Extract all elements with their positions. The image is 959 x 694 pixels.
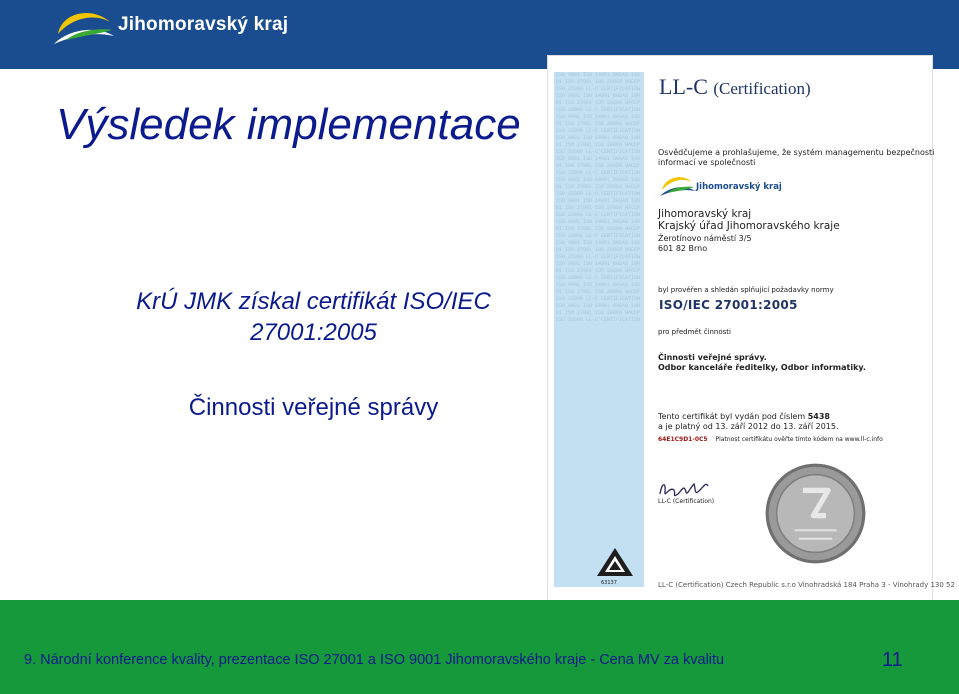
org-line-3: Žerotínovo náměstí 3/5 (658, 234, 752, 243)
signature-label: LL-C (Certification) (658, 498, 715, 505)
certificate-brand (659, 74, 811, 100)
subtitle-line-2: 27001:2005 (250, 319, 377, 346)
org-line-4: 601 82 Brno (658, 244, 708, 253)
certificate-verified-text: byl prověřen a shledán splňující požadavky normy (658, 286, 834, 294)
embossed-seal-icon (763, 461, 868, 566)
certificate-standard: ISO/IEC 27001:2005 (659, 298, 798, 312)
footer-bar (0, 600, 959, 694)
certificate-scope-line-2: Odbor kanceláře ředitelky, Odbor informatiky. (658, 363, 866, 372)
certificate-issued-line-1: Tento certifikát byl vydán pod číslem 5438 (658, 412, 830, 421)
certificate-brand-sub: (Certification) (713, 79, 811, 98)
certificate-code: 64E1C9D1-0C5 (658, 436, 708, 443)
page-number: 11 (882, 649, 903, 671)
certificate-validity-row (658, 435, 883, 445)
header-logo-text: Jihomoravský kraj (118, 14, 289, 35)
certificate-intro (658, 148, 934, 168)
slide-title: Výsledek implementace (56, 100, 521, 149)
org-line-2: Krajský úřad Jihomoravského kraje (658, 220, 840, 232)
certificate-logo-text: Jihomoravský kraj (696, 182, 782, 192)
certificate-address (658, 234, 752, 254)
certificate-intro-line-1: Osvědčujeme a prohlašujeme, že systém managementu bezpečnosti (658, 148, 935, 157)
certificate-scope-label: pro předmět činnosti (658, 328, 731, 336)
certificate-organization (658, 208, 840, 232)
certificate-security-strip (554, 72, 644, 587)
certificate-scope-line-1: Činnosti veřejné správy. (658, 353, 767, 362)
accreditation-number: 63137 (601, 580, 617, 586)
certificate-number: 5438 (807, 412, 830, 421)
slide-subtitle (56, 286, 571, 348)
certificate-brand-name: LL-C (659, 74, 708, 99)
slide-scope-text: Činnosti veřejné správy (188, 394, 439, 421)
certificate-image (547, 55, 955, 606)
certificate-footer: LL-C (Certification) Czech Republic s.r.o Vinohradská 184 Praha 3 - Vinohrady 130 52 (658, 581, 955, 589)
subtitle-line-1: KrÚ JMK získal certifikát ISO/IEC (136, 288, 491, 315)
certificate-scope (658, 353, 866, 373)
certificate-intro-line-2: informací ve společnosti (658, 158, 756, 167)
org-line-1: Jihomoravský kraj (658, 208, 752, 220)
certificate-issued-line-2: a je platný od 13. září 2012 do 13. září 2015. (658, 422, 839, 431)
certificate-validity-note: Platnost certifikátu ověřte tímto kódem na www.ll-c.info (715, 436, 883, 443)
security-strip-pattern: ISO 9001 ISO 14001 OHSAS 18001 ISO 27001 ISO 20000 HACCP ISO 22000 LL-C CERTIFICATION ISO 9001 ISO 14001 OHSAS 18001 ISO 27001 ISO 20000 HACCP ISO 22000 LL-C CERTIFICATION ISO 9001 ISO 14001 OHSAS 18001 ISO 27001 ISO 20000 HACCP ISO 22000 LL-C CERTIFICATION ISO 9001 ISO 14001 OHSAS 18001 ISO 27001 ISO 20000 HACCP ISO 22000 LL-C CERTIFICATION ISO 9001 ISO 14001 OHSAS 18001 ISO 27001 ISO 20000 HACCP ISO 22000 LL-C CERTIFICATION ISO 9001 ISO 14001 OHSAS 18001 ISO 27001 ISO 20000 HACCP ISO 22000 LL-C CERTIFICATION ISO 9001 ISO 14001 OHSAS 18001 ISO 27001 ISO 20000 HACCP ISO 22000 LL-C CERTIFICATION ISO 9001 ISO 14001 OHSAS 18001 ISO 27001 ISO 20000 HACCP ISO 22000 LL-C CERTIFICATION ISO 9001 ISO 14001 OHSAS 18001 ISO 27001 ISO 20000 HACCP ISO 22000 LL-C CERTIFICATION ISO 9001 ISO 14001 OHSAS 18001 ISO 27001 ISO 20000 HACCP ISO 22000 LL-C CERTIFICATION ISO 9001 ISO 14001 OHSAS 18001 ISO 27001 ISO 20000 HACCP ISO 22000 LL-C CERTIFICATION ISO 9001 ISO 14001 OHSAS 18001 ISO 27001 ISO 20000 HACCP ISO 22000 LL-C CERTIFICATION (556, 72, 641, 323)
accreditation-triangle-icon (595, 546, 635, 584)
certificate-issued (658, 412, 839, 432)
footer-text: 9. Národní konference kvality, prezentace ISO 27001 a ISO 9001 Jihomoravského kraje - Cena MV za kvalitu (24, 652, 725, 668)
